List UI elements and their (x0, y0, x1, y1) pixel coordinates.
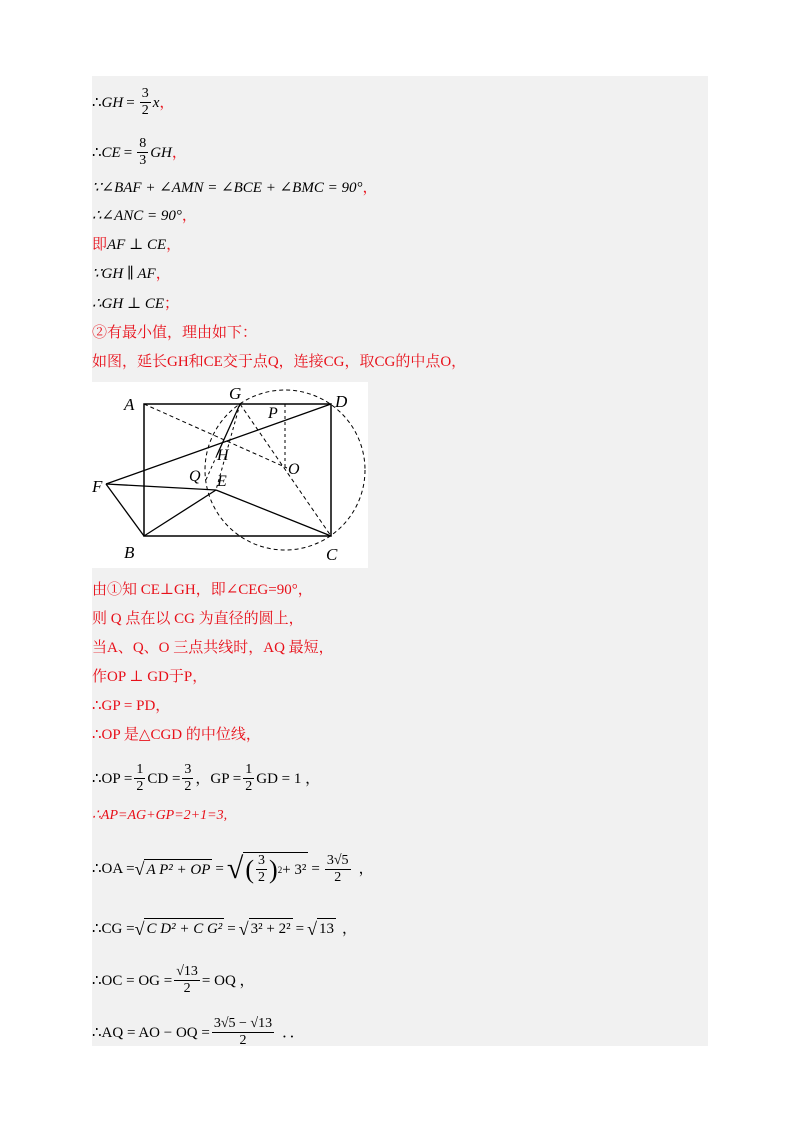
punct: ， (341, 920, 357, 937)
fraction (140, 86, 151, 119)
line-circle (92, 609, 304, 629)
line-construction (92, 352, 466, 372)
text: ∴OP 是△CGD 的中位线， (92, 727, 261, 743)
punct: ， (155, 266, 171, 282)
text-b: ．． (282, 1024, 305, 1041)
prefix: 即 (92, 237, 108, 253)
label-h: H (217, 447, 229, 464)
radicand-2 (243, 852, 308, 886)
line-collinear (92, 638, 334, 658)
punct: ， (362, 180, 378, 196)
punct: ， (358, 861, 374, 877)
numerator: 1 (245, 762, 253, 777)
equals: = (126, 94, 135, 111)
radical-1 (135, 859, 213, 880)
fraction (212, 1016, 274, 1049)
punct: ， (159, 94, 175, 111)
math-text: AF ⊥ CE (107, 237, 167, 253)
fraction-2 (182, 762, 193, 795)
geometry-figure (92, 382, 368, 568)
denominator: 2 (239, 1033, 247, 1048)
figure-svg (92, 382, 368, 568)
variable: GH (150, 144, 172, 161)
punct: ， (171, 144, 187, 161)
math-text: ∴∠ANC = 90° (92, 208, 182, 224)
numerator: 3 (258, 853, 266, 868)
fraction (174, 964, 200, 997)
label-e: E (217, 473, 227, 490)
denominator: 2 (136, 779, 144, 794)
line-gh-parallel (92, 264, 171, 284)
label-q: Q (189, 468, 201, 485)
text: ∴AP=AG+GP=2+1=3, (92, 808, 228, 823)
line-min-value (92, 323, 257, 343)
line-oc (92, 964, 255, 997)
lhs: GH (101, 94, 124, 111)
numerator: 3√5 (326, 852, 349, 868)
text: ②有最小值，理由如下： (92, 325, 258, 341)
denominator: 2 (184, 779, 192, 794)
line-from-1 (92, 580, 313, 600)
equals: = (227, 920, 236, 937)
denominator: 3 (139, 153, 147, 168)
line-gh-perp (92, 294, 179, 314)
segment-be (144, 490, 216, 536)
punct: ； (163, 296, 179, 312)
label-o: O (288, 461, 300, 478)
line-oa (92, 852, 374, 886)
text-a: ∴CG = (92, 920, 135, 937)
text-b: = OQ ， (201, 972, 255, 989)
radicand: 13 (317, 918, 336, 939)
text-a: ∴OP = (92, 770, 133, 787)
text: 由①知 CE⊥GH，即∠CEG=90°， (92, 582, 313, 598)
radical-3 (307, 918, 336, 939)
line-op-value (92, 762, 320, 795)
radicand: A P² + OP (144, 859, 212, 880)
paren-open: ( (245, 854, 255, 884)
plus-term: + 3² (282, 861, 307, 878)
rectangle-abcd (144, 404, 331, 536)
radical-1 (135, 918, 225, 939)
text-d: GD = 1 ， (256, 770, 321, 787)
label-p: P (268, 405, 278, 422)
numerator: 3 (184, 762, 192, 777)
line-anc (92, 206, 197, 226)
variable: x (152, 94, 160, 111)
line-af-perp (92, 235, 181, 255)
text-a: ∴AQ = AO − OQ = (92, 1024, 210, 1041)
numerator: √13 (176, 964, 198, 979)
denominator: 2 (245, 779, 253, 794)
therefore-symbol: ∴ (92, 144, 102, 161)
line-angles (92, 178, 377, 198)
radical-sign: √ (134, 918, 145, 939)
radical-sign: √ (307, 918, 317, 939)
segment-ec (216, 490, 331, 536)
lhs: CE (101, 144, 121, 161)
line-midline (92, 725, 261, 745)
radicand: C D² + C G² (144, 918, 224, 939)
math-text: ∴GH ⊥ CE (92, 296, 164, 312)
label-f: F (92, 477, 103, 496)
radical-2 (239, 918, 293, 939)
numerator: 3 (141, 86, 149, 101)
text-a: ∴OC = OG = (92, 972, 173, 989)
fraction-3 (243, 762, 254, 795)
text: 则 Q 点在以 CG 为直径的圆上， (92, 611, 304, 627)
fraction (137, 136, 148, 169)
numerator: 8 (139, 136, 147, 151)
denominator: 2 (334, 869, 342, 885)
equals: = (295, 920, 305, 937)
square-exp: 2 (277, 864, 283, 875)
line-gp-pd (92, 696, 170, 716)
fraction-result (325, 853, 351, 886)
text: 作OP ⊥ GD于P， (92, 669, 208, 685)
segment-fb (106, 484, 144, 536)
punct: ， (181, 208, 197, 224)
denominator: 2 (258, 870, 266, 885)
label-a: A (124, 395, 135, 414)
therefore-symbol: ∴ (92, 94, 102, 111)
math-text: ∵GH ∥ AF (92, 266, 156, 282)
numerator: 1 (136, 762, 144, 777)
text-a: ∴OA = (92, 861, 135, 877)
line-op-perp (92, 667, 207, 687)
radical-sign: √ (238, 918, 249, 939)
segment-ao (144, 404, 287, 468)
label-b: B (124, 543, 135, 562)
radicand: 3² + 2² (249, 918, 293, 939)
math-text: ∵∠BAF + ∠AMN = ∠BCE + ∠BMC = 90° (92, 180, 363, 196)
fraction-1 (134, 762, 145, 795)
label-d: D (335, 392, 348, 411)
label-g: G (229, 384, 242, 403)
text: 如图，延长GH和CE交于点Q，连接CG，取CG的中点O， (92, 354, 467, 370)
radical-2 (227, 852, 309, 886)
equals: = (311, 861, 320, 877)
denominator: 2 (183, 981, 191, 996)
line-ce (92, 136, 187, 169)
numerator: 3√5 − √13 (213, 1016, 273, 1031)
text-b: CD = (147, 770, 181, 787)
text: 当A、Q、O 三点共线时，AQ 最短， (92, 640, 334, 656)
paren-close: ) (269, 854, 278, 884)
fraction-inner (256, 853, 267, 886)
denominator: 2 (141, 103, 149, 118)
radical-sign: √ (134, 859, 145, 879)
equals: = (123, 144, 133, 161)
line-ap (92, 806, 227, 826)
text: ∴GP = PD， (92, 698, 171, 714)
line-aq (92, 1016, 305, 1049)
equals: = (215, 861, 224, 877)
punct: ， (166, 237, 182, 253)
label-c: C (326, 545, 338, 564)
radical-sign: √ (226, 852, 244, 885)
line-gh (92, 86, 174, 119)
text-c: ，GP = (195, 770, 242, 787)
line-cg (92, 918, 357, 939)
segment-hq (205, 455, 217, 482)
